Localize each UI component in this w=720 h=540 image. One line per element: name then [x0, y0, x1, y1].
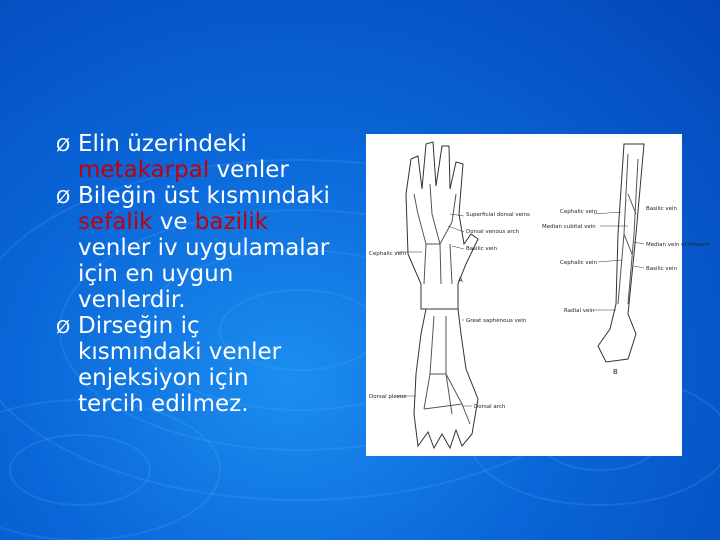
bullet-text: Bileğin üst kısmındaki [78, 183, 330, 209]
foot-veins [424, 316, 470, 424]
bullet-text: Dirseğin iç [78, 313, 200, 339]
label-median-cubital: Median cubital vein [542, 224, 596, 230]
label-basilic-vein-b2: Basilic vein [646, 266, 678, 272]
label-panel-a: A [458, 276, 463, 284]
bullet-line [78, 365, 363, 391]
bullet-text: venler iv uygulamalar [78, 235, 330, 261]
hand-veins [414, 184, 456, 284]
bullet-line [78, 157, 363, 183]
bullet-line [78, 313, 363, 339]
hand-outline [406, 142, 478, 309]
bullet-line [78, 391, 363, 417]
arrow-bullet-icon: Ø [56, 187, 71, 208]
bullet-text: kısmındaki venler [78, 339, 282, 365]
label-basilic-vein-b1: Basilic vein [646, 206, 678, 212]
bullet-line [78, 131, 363, 157]
bullet-item [56, 313, 363, 417]
bullet-line [78, 261, 363, 287]
label-cephalic-vein-b1: Cephalic vein [560, 209, 598, 215]
bullet-line [78, 339, 363, 365]
label-cephalic-vein-b2: Cephalic vein [560, 260, 598, 266]
highlight-term: bazilik [194, 209, 269, 235]
label-dorsal-plexus: Dorsal plexus [369, 394, 407, 400]
label-radial-vein: Radial vein [564, 308, 595, 314]
arrow-bullet-icon: Ø [56, 317, 71, 338]
bullet-list [56, 131, 363, 417]
bullet-text: enjeksiyon için [78, 365, 249, 391]
label-dorsal-venous-arch: Dorsal venous arch [466, 229, 519, 235]
bullet-line [78, 183, 363, 209]
bullet-text: venler [209, 157, 289, 183]
vein-anatomy-figure [366, 134, 710, 456]
highlight-term: sefalik [78, 209, 153, 235]
vein-illustration [366, 134, 710, 456]
bullet-line [78, 287, 363, 313]
label-median-forearm: Median vein of forearm [646, 242, 710, 248]
bullet-text: tercih edilmez. [78, 391, 249, 417]
label-cephalic-vein-a: Cephalic vein [369, 251, 407, 257]
label-panel-b: B [613, 368, 618, 376]
bullet-item [56, 131, 363, 183]
bullet-item [56, 183, 363, 313]
forearm-veins [618, 154, 638, 304]
label-basilic-vein-a: Basilic vein [466, 246, 498, 252]
label-dorsal-arch: Dorsal arch [474, 404, 506, 410]
label-great-saphenous: Great saphenous vein [466, 318, 527, 324]
bullet-text: Elin üzerindeki [78, 131, 247, 157]
label-superficial-veins: Superficial dorsal veins [466, 212, 530, 218]
bullet-text: venlerdir. [78, 287, 186, 313]
highlight-term: metakarpal [78, 157, 210, 183]
bullet-line [78, 209, 363, 235]
bullet-text: için en uygun [78, 261, 234, 287]
bullet-text: ve [152, 209, 195, 235]
arrow-bullet-icon: Ø [56, 135, 71, 156]
bullet-line [78, 235, 363, 261]
